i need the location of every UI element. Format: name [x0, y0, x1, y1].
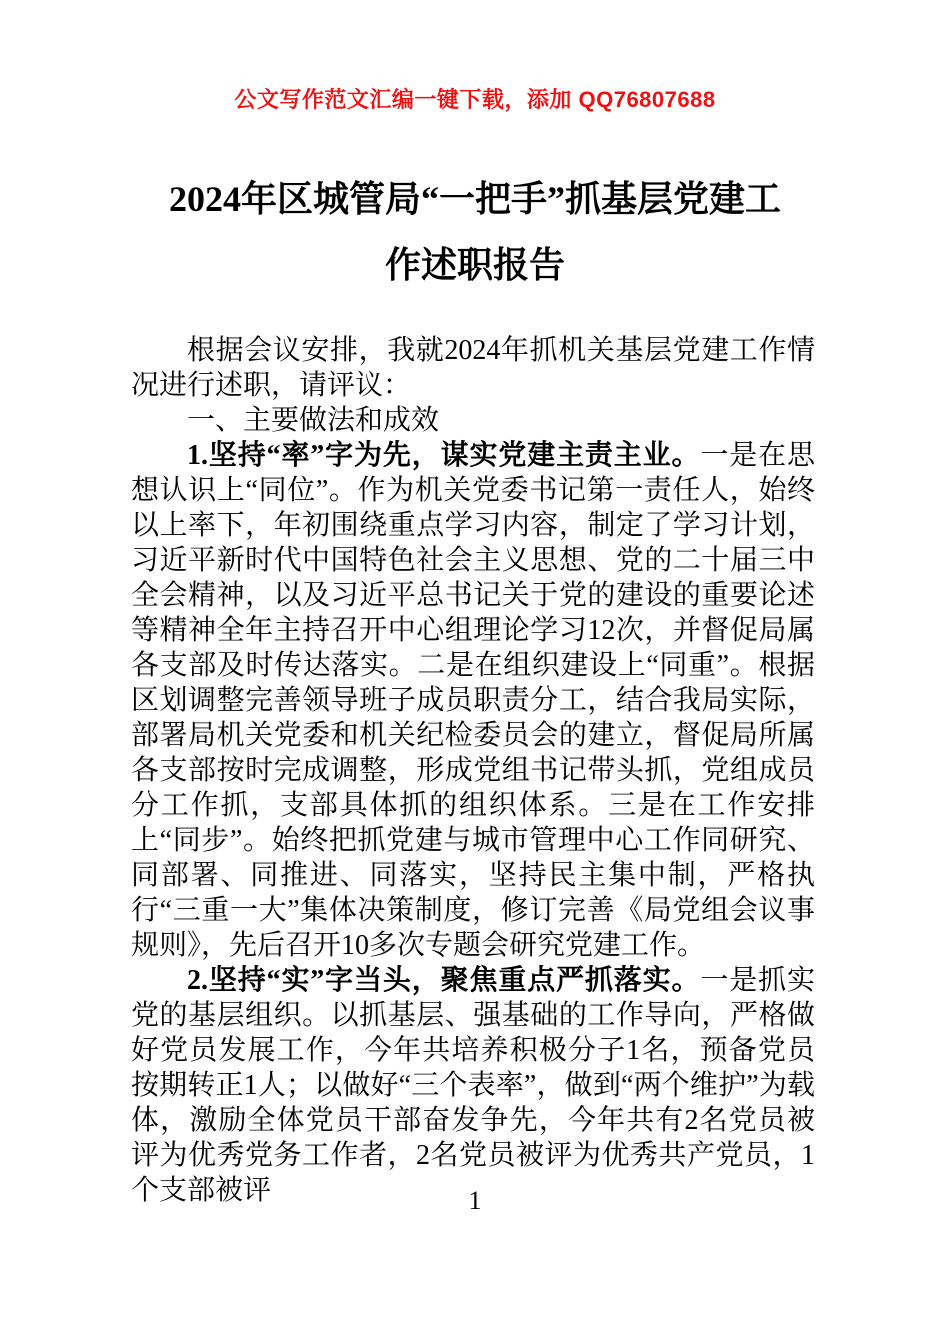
text-run: 根据会议安排，我就2024年抓机关基层党建工作情况进行述职，请评议： [131, 335, 815, 401]
paragraph [131, 438, 815, 963]
header-notice: 公文写作范文汇编一键下载，添加 QQ76807688 [234, 87, 716, 112]
title-line-2: 作述职报告 [384, 245, 565, 285]
text-run: 一是抓实党的基层组织。以抓基层、强基础的工作导向，严格做好党员发展工作，今年共培养积极分子1名，预备党员按期转正1人；以做好“三个表率”，做到“两个维护”为载体，激励全体党员干部奋发争先，今年共有2名党员被评为优秀党务工作者，2名党员被评为优秀共产党员，1个支部被评 [131, 965, 815, 1206]
paragraph [131, 963, 815, 1208]
document-title [131, 166, 819, 298]
text-run: 一是在思想认识上“同位”。作为机关党委书记第一责任人，始终以上率下，年初围绕重点学习内容，制定了学习计划，习近平新时代中国特色社会主义思想、党的二十届三中全会精神，以及习近平总书记关于党的建设的重要论述等精神全年主持召开中心组理论学习12次，并督促局属各支部及时传达落实。二是在组织建设上“同重”。根据区划调整完善领导班子成员职责分工，结合我局实际，部署局机关党委和机关纪检委员会的建立，督促局所属各支部按时完成调整，形成党组书记带头抓，党组成员分工作抓，支部具体抓的组织体系。三是在工作安排上“同步”。始终把抓党建与城市管理中心工作同研究、同部署、同推进、同落实，坚持民主集中制，严格执行“三重一大”集体决策制度，修订完善《局党组会议事规则》，先后召开10多次专题会研究党建工作。 [131, 440, 815, 961]
paragraph [131, 403, 815, 438]
page-number: 1 [468, 1186, 482, 1215]
paragraph [131, 333, 815, 403]
text-run: 一、主要做法和成效 [187, 405, 440, 436]
document-body [131, 333, 815, 1208]
bold-text-run: 2.坚持“实”字当头，聚焦重点严抓落实。 [187, 965, 701, 996]
title-line-1: 2024年区城管局“一把手”抓基层党建工 [168, 179, 781, 219]
bold-text-run: 1.坚持“率”字为先，谋实党建主责主业。 [187, 440, 701, 471]
